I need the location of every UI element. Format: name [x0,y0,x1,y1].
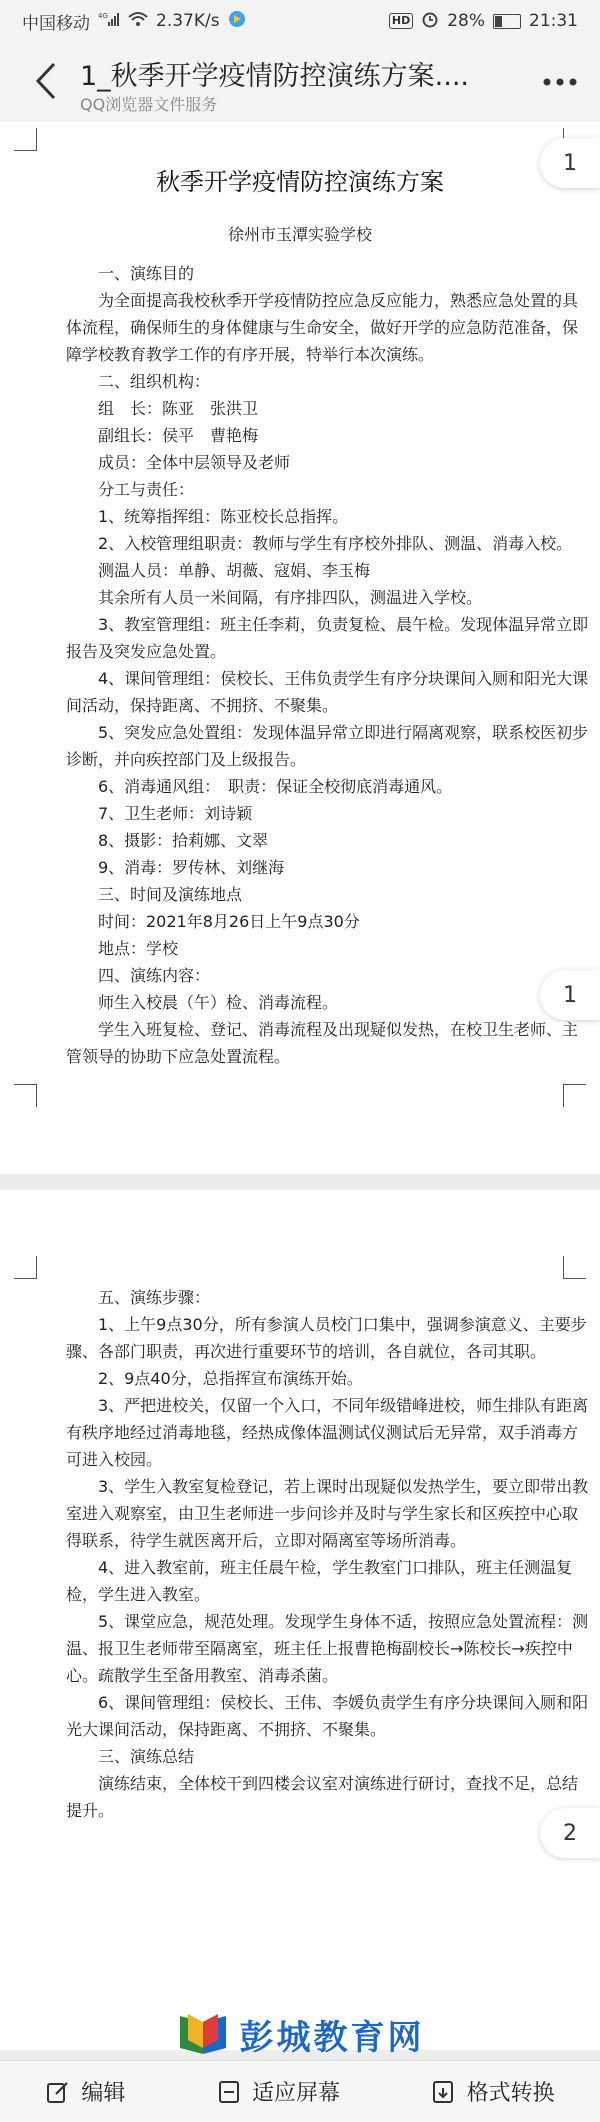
fit-screen-button[interactable] [216,2076,340,2107]
doc-paragraph: 组 长：陈亚 张洪卫 [98,399,259,418]
doc-paragraph: 5、课堂应急，规范处理。发现学生身体不适，按照应急处置流程：测温、报卫生老师带至隔离室，班主任上报曹艳梅副校长→陈校长→疾控中心。疏散学生至备用教室、消毒杀菌。 [66,1612,589,1685]
doc-paragraph: 3、教室管理组：班主任李莉，负责复检、晨午检。发现体温异常立即报告及突发应急处置。 [66,615,589,661]
doc-paragraph: 四、演练内容： [98,966,211,985]
page-number-badge: 1 [540,138,600,188]
doc-paragraph: 师生入校晨（午）检、消毒流程。 [98,993,339,1012]
battery-fill [495,16,502,27]
page-number-badge: 2 [540,1808,600,1858]
crop-mark [14,128,37,151]
status-left [22,9,246,34]
wifi-icon [128,11,148,31]
doc-paragraph: 一、演练目的 [98,264,195,283]
convert-icon [431,2079,457,2105]
doc-paragraph: 3、学生入教室复检登记，若上课时出现疑似发热学生，要立即带出教室进入观察室，由卫生老师进一步问诊并及时与学生家长和区疾控中心取得联系，待学生就医离开后，立即对隔离室等场所消毒。 [66,1477,589,1550]
doc-paragraph: 2、9点40分，总指挥宣布演练开始。 [98,1369,363,1388]
doc-paragraph: 6、消毒通风组： 职责：保证全校彻底消毒通风。 [98,777,453,796]
doc-heading: 秋季开学疫情防控演练方案 [156,168,444,196]
doc-paragraph: 3、严把进校关，仅留一个入口，不同年级错峰进校，师生排队有距离有秩序地经过消毒地毯，经热成像体温测试仪测试后无异常，双手消毒方可进入校园。 [66,1396,589,1469]
chevron-left-icon [34,61,58,101]
document-page-2[interactable] [0,1190,600,2050]
format-convert-label: 格式转换 [466,2081,555,2106]
fit-screen-label: 适应屏幕 [251,2081,340,2106]
edit-icon [45,2079,71,2105]
network-speed: 2.37K/s [156,11,220,31]
doc-body [66,1284,592,1824]
doc-paragraph: 三、时间及演练地点 [98,885,243,904]
doc-paragraph: 副组长：侯平 曹艳梅 [98,426,259,445]
app-icon [228,10,246,33]
doc-paragraph: 五、演练步骤： [98,1288,211,1307]
watermark-text: 彭城教育网 [239,2017,425,2058]
doc-paragraph: 1、统筹指挥组：陈亚校长总指挥。 [98,507,349,526]
doc-paragraph: 分工与责任： [98,480,195,499]
doc-paragraph: 二、组织机构： [98,372,211,391]
doc-paragraph: 地点：学校 [98,939,179,958]
doc-paragraph: 成员：全体中层领导及老师 [98,453,291,472]
doc-paragraph: 三、演练总结 [98,1747,195,1766]
clock: 21:31 [529,11,578,31]
battery-percent: 28% [447,11,485,31]
doc-paragraph: 为全面提高我校秋季开学疫情防控应急反应能力，熟悉应急处置的具体流程，确保师生的身体健康与生命安全，做好开学的应急防范准备，保障学校教育教学工作的有序开展，特举行本次演练。 [66,291,579,364]
carrier-label: 中国移动 [22,13,90,34]
edit-label: 编辑 [81,2081,126,2106]
doc-paragraph: 演练结束，全体校干到四楼会议室对演练进行研讨，查找不足，总结提升。 [66,1774,579,1820]
document-page-1[interactable] [0,122,600,1174]
app-bar [0,42,600,122]
alarm-icon [421,10,439,33]
watermark [0,2008,600,2060]
hd-badge: HD [389,13,413,29]
document-title: 1_秋季开学疫情防控演练方案.... [80,61,470,92]
doc-paragraph: 其余所有人员一米间隔，有序排四队，测温进入学校。 [98,588,483,607]
format-convert-button[interactable] [431,2076,555,2107]
more-dots-icon [542,77,578,87]
status-bar [0,0,600,42]
doc-paragraph: 8、摄影：拾莉娜、文翠 [98,831,269,850]
doc-paragraph: 5、突发应急处置组：发现体温异常立即进行隔离观察，联系校医初步诊断，并向疾控部门及上级报告。 [66,723,589,769]
network-type-label: 4G [98,12,108,20]
crop-mark [14,1256,37,1279]
doc-paragraph: 4、进入教室前，班主任晨午检，学生教室门口排队，班主任测温复检，学生进入教室。 [66,1558,573,1604]
doc-paragraph: 测温人员：单静、胡薇、寇娟、李玉梅 [98,561,371,580]
signal-icon [98,11,120,31]
book-logo-icon [176,2010,230,2058]
crop-mark [563,1084,586,1107]
bottom-toolbar [0,2060,600,2122]
doc-paragraph: 9、消毒：罗传林、刘继海 [98,858,285,877]
crop-mark [14,1084,37,1107]
status-right [389,10,578,33]
doc-paragraph: 2、入校管理组职责：教师与学生有序校外排队、测温、消毒入校。 [98,534,573,553]
doc-paragraph: 4、课间管理组：侯校长、王伟负责学生有序分块课间入厕和阳光大课间活动，保持距离、不拥挤、不聚集。 [66,669,589,715]
doc-paragraph: 时间：2021年8月26日上午9点30分 [98,912,360,931]
back-button[interactable] [26,56,66,106]
document-source: QQ浏览器文件服务 [80,95,218,114]
doc-paragraph: 6、课间管理组：侯校长、王伟、李媛负责学生有序分块课间入厕和阳光大课间活动，保持距离、不拥挤、不聚集。 [66,1693,589,1739]
doc-paragraph: 7、卫生老师：刘诗颖 [98,804,253,823]
doc-paragraph: 1、上午9点30分，所有参演人员校门口集中，强调参演意义、主要步骤、各部门职责，再次进行重要环节的培训，各自就位，各司其职。 [66,1315,587,1361]
doc-body [66,260,592,1070]
more-options-button[interactable] [542,68,578,88]
doc-paragraph: 学生入班复检、登记、消毒流程及出现疑似发热，在校卫生老师、主管领导的协助下应急处置流程。 [66,1020,579,1066]
fit-screen-icon [216,2079,242,2105]
edit-button[interactable] [45,2076,125,2107]
battery-icon [493,14,521,29]
doc-organization: 徐州市玉潭实验学校 [227,225,372,244]
crop-mark [563,1256,586,1279]
page-number-badge: 1 [540,970,600,1020]
